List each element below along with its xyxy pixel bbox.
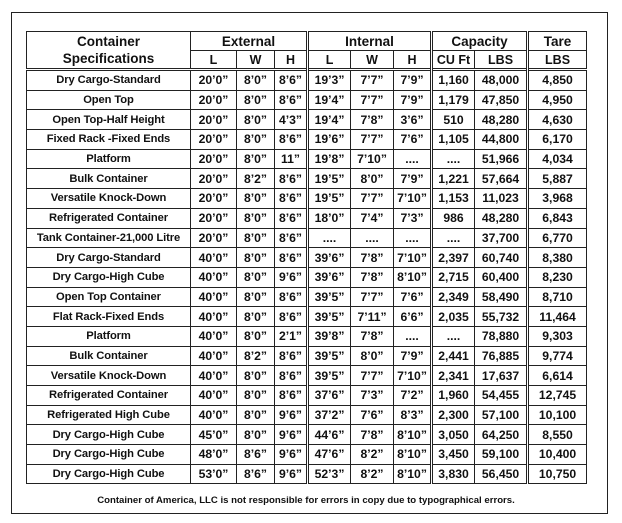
header-lbs: LBS [475, 51, 528, 70]
cell-ext-l: 20’0” [191, 228, 237, 248]
cell-cu-ft: 1,960 [432, 386, 475, 406]
cell-tare: 8,380 [528, 248, 587, 268]
cell-int-h: .... [394, 228, 432, 248]
cell-int-w: 7’7” [351, 90, 394, 110]
cell-ext-h: 4’3” [275, 110, 308, 130]
cell-ext-l: 40’0” [191, 366, 237, 386]
cell-int-h: 7’10” [394, 366, 432, 386]
cell-lbs: 11,023 [475, 189, 528, 209]
cell-ext-w: 8’0” [237, 130, 275, 150]
cell-tare: 9,303 [528, 326, 587, 346]
table-row [27, 267, 587, 287]
cell-name: Bulk Container [27, 346, 191, 366]
cell-int-w: 7’7” [351, 287, 394, 307]
table-row [27, 228, 587, 248]
table-row [27, 169, 587, 189]
cell-name: Fixed Rack -Fixed Ends [27, 130, 191, 150]
cell-int-h: .... [394, 149, 432, 169]
cell-lbs: 48,000 [475, 70, 528, 91]
cell-lbs: 60,740 [475, 248, 528, 268]
cell-tare: 4,850 [528, 70, 587, 91]
cell-ext-l: 20’0” [191, 90, 237, 110]
cell-ext-w: 8’0” [237, 189, 275, 209]
cell-ext-h: 9’6” [275, 425, 308, 445]
cell-lbs: 76,885 [475, 346, 528, 366]
cell-ext-h: 9’6” [275, 464, 308, 484]
table-row [27, 386, 587, 406]
table-row [27, 70, 587, 91]
disclaimer-footer: Container of America, LLC is not responsible for errors in copy due to typographical errors. [97, 495, 515, 506]
cell-tare: 8,230 [528, 267, 587, 287]
cell-ext-l: 20’0” [191, 70, 237, 91]
cell-int-h: 8’3” [394, 405, 432, 425]
cell-ext-l: 20’0” [191, 130, 237, 150]
cell-ext-h: 8’6” [275, 248, 308, 268]
cell-int-l: 39’6” [308, 248, 351, 268]
cell-int-w: 7’11” [351, 307, 394, 327]
table-row [27, 425, 587, 445]
cell-int-h: 7’9” [394, 70, 432, 91]
cell-tare: 10,750 [528, 464, 587, 484]
cell-name: Refrigerated Container [27, 208, 191, 228]
table-row [27, 110, 587, 130]
header-cu-ft: CU Ft [432, 51, 475, 70]
cell-int-l: .... [308, 228, 351, 248]
cell-cu-ft: 986 [432, 208, 475, 228]
cell-ext-w: 8’0” [237, 267, 275, 287]
cell-ext-h: 9’6” [275, 445, 308, 465]
cell-int-w: .... [351, 228, 394, 248]
cell-ext-l: 40’0” [191, 307, 237, 327]
cell-ext-l: 40’0” [191, 405, 237, 425]
cell-name: Tank Container-21,000 Litre [27, 228, 191, 248]
cell-cu-ft: 2,715 [432, 267, 475, 287]
cell-int-l: 37’2” [308, 405, 351, 425]
cell-name: Open Top [27, 90, 191, 110]
cell-int-h: 7’9” [394, 90, 432, 110]
cell-ext-w: 8’6” [237, 445, 275, 465]
cell-int-l: 18’0” [308, 208, 351, 228]
cell-ext-w: 8’0” [237, 90, 275, 110]
table-row [27, 287, 587, 307]
cell-ext-w: 8’0” [237, 405, 275, 425]
cell-ext-h: 8’6” [275, 169, 308, 189]
cell-lbs: 48,280 [475, 110, 528, 130]
cell-name: Refrigerated Container [27, 386, 191, 406]
cell-ext-w: 8’2” [237, 169, 275, 189]
cell-cu-ft: 2,300 [432, 405, 475, 425]
cell-int-l: 19’6” [308, 130, 351, 150]
header-tare: Tare [528, 32, 587, 51]
cell-tare: 10,400 [528, 445, 587, 465]
cell-ext-w: 8’0” [237, 366, 275, 386]
cell-cu-ft: 1,160 [432, 70, 475, 91]
cell-cu-ft: .... [432, 326, 475, 346]
cell-ext-h: 8’6” [275, 366, 308, 386]
cell-cu-ft: 2,441 [432, 346, 475, 366]
table-row [27, 445, 587, 465]
cell-tare: 4,950 [528, 90, 587, 110]
cell-int-l: 52’3” [308, 464, 351, 484]
cell-ext-l: 40’0” [191, 267, 237, 287]
cell-lbs: 56,450 [475, 464, 528, 484]
cell-ext-l: 48’0” [191, 445, 237, 465]
cell-ext-w: 8’0” [237, 208, 275, 228]
cell-cu-ft: 1,179 [432, 90, 475, 110]
cell-name: Dry Cargo-Standard [27, 70, 191, 91]
cell-int-h: 8’10” [394, 464, 432, 484]
cell-int-h: 8’10” [394, 267, 432, 287]
header-ext-l: L [191, 51, 237, 70]
cell-ext-w: 8’2” [237, 346, 275, 366]
cell-name: Platform [27, 149, 191, 169]
cell-tare: 4,034 [528, 149, 587, 169]
table-row [27, 307, 587, 327]
cell-name: Open Top Container [27, 287, 191, 307]
cell-ext-h: 8’6” [275, 90, 308, 110]
cell-cu-ft: .... [432, 149, 475, 169]
cell-ext-l: 40’0” [191, 386, 237, 406]
cell-int-w: 7’7” [351, 130, 394, 150]
cell-tare: 4,630 [528, 110, 587, 130]
table-row [27, 346, 587, 366]
table-row [27, 326, 587, 346]
cell-int-h: 7’10” [394, 189, 432, 209]
cell-tare: 6,614 [528, 366, 587, 386]
cell-name: Dry Cargo-High Cube [27, 464, 191, 484]
cell-ext-w: 8’6” [237, 464, 275, 484]
cell-int-l: 19’4” [308, 90, 351, 110]
cell-ext-w: 8’0” [237, 110, 275, 130]
cell-ext-l: 20’0” [191, 208, 237, 228]
cell-int-l: 39’5” [308, 307, 351, 327]
cell-ext-h: 8’6” [275, 228, 308, 248]
cell-cu-ft: 2,349 [432, 287, 475, 307]
cell-int-h: 6’6” [394, 307, 432, 327]
cell-cu-ft: 3,050 [432, 425, 475, 445]
cell-name: Dry Cargo-High Cube [27, 445, 191, 465]
cell-tare: 5,887 [528, 169, 587, 189]
header-int-l: L [308, 51, 351, 70]
cell-name: Dry Cargo-High Cube [27, 425, 191, 445]
cell-int-h: 7’9” [394, 169, 432, 189]
cell-int-w: 7’7” [351, 366, 394, 386]
cell-tare: 3,968 [528, 189, 587, 209]
cell-tare: 11,464 [528, 307, 587, 327]
cell-ext-l: 20’0” [191, 189, 237, 209]
cell-tare: 9,774 [528, 346, 587, 366]
cell-int-l: 39’8” [308, 326, 351, 346]
cell-cu-ft: 3,450 [432, 445, 475, 465]
cell-int-w: 7’8” [351, 267, 394, 287]
cell-lbs: 51,966 [475, 149, 528, 169]
cell-int-w: 8’0” [351, 346, 394, 366]
cell-int-w: 7’3” [351, 386, 394, 406]
cell-cu-ft: 1,221 [432, 169, 475, 189]
cell-lbs: 64,250 [475, 425, 528, 445]
header-container-specifications [27, 32, 191, 70]
cell-name: Flat Rack-Fixed Ends [27, 307, 191, 327]
header-tare-lbs: LBS [528, 51, 587, 70]
cell-ext-h: 8’6” [275, 130, 308, 150]
cell-int-h: 7’10” [394, 248, 432, 268]
table-row [27, 130, 587, 150]
table-row [27, 405, 587, 425]
table-row [27, 149, 587, 169]
cell-int-w: 7’8” [351, 110, 394, 130]
cell-cu-ft: 510 [432, 110, 475, 130]
cell-ext-w: 8’0” [237, 326, 275, 346]
cell-int-h: 7’9” [394, 346, 432, 366]
cell-int-w: 7’10” [351, 149, 394, 169]
header-int-h: H [394, 51, 432, 70]
cell-ext-h: 8’6” [275, 346, 308, 366]
cell-int-h: 3’6” [394, 110, 432, 130]
cell-ext-l: 40’0” [191, 326, 237, 346]
cell-lbs: 48,280 [475, 208, 528, 228]
cell-name: Refrigerated High Cube [27, 405, 191, 425]
cell-int-w: 7’8” [351, 248, 394, 268]
cell-lbs: 57,664 [475, 169, 528, 189]
cell-int-l: 44’6” [308, 425, 351, 445]
cell-int-l: 19’4” [308, 110, 351, 130]
cell-cu-ft: 3,830 [432, 464, 475, 484]
cell-ext-w: 8’0” [237, 149, 275, 169]
cell-ext-l: 40’0” [191, 287, 237, 307]
header-external: External [191, 32, 308, 51]
cell-int-l: 37’6” [308, 386, 351, 406]
cell-ext-h: 8’6” [275, 386, 308, 406]
cell-cu-ft: .... [432, 228, 475, 248]
cell-int-w: 8’0” [351, 169, 394, 189]
table-row [27, 90, 587, 110]
cell-ext-w: 8’0” [237, 287, 275, 307]
cell-tare: 10,100 [528, 405, 587, 425]
cell-ext-l: 40’0” [191, 248, 237, 268]
cell-tare: 8,550 [528, 425, 587, 445]
header-int-w: W [351, 51, 394, 70]
cell-ext-w: 8’0” [237, 386, 275, 406]
cell-name: Bulk Container [27, 169, 191, 189]
table-row [27, 366, 587, 386]
cell-int-l: 39’5” [308, 346, 351, 366]
cell-ext-l: 20’0” [191, 169, 237, 189]
cell-tare: 6,770 [528, 228, 587, 248]
cell-ext-h: 9’6” [275, 267, 308, 287]
cell-name: Dry Cargo-High Cube [27, 267, 191, 287]
cell-ext-h: 8’6” [275, 70, 308, 91]
cell-lbs: 60,400 [475, 267, 528, 287]
cell-tare: 8,710 [528, 287, 587, 307]
cell-ext-l: 20’0” [191, 110, 237, 130]
cell-tare: 6,170 [528, 130, 587, 150]
cell-tare: 12,745 [528, 386, 587, 406]
cell-ext-h: 9’6” [275, 405, 308, 425]
cell-lbs: 58,490 [475, 287, 528, 307]
cell-lbs: 59,100 [475, 445, 528, 465]
cell-int-h: 7’6” [394, 287, 432, 307]
cell-ext-l: 40’0” [191, 346, 237, 366]
header-ext-w: W [237, 51, 275, 70]
table-row [27, 248, 587, 268]
cell-cu-ft: 2,341 [432, 366, 475, 386]
cell-ext-h: 8’6” [275, 189, 308, 209]
cell-ext-l: 20’0” [191, 149, 237, 169]
cell-int-l: 19’8” [308, 149, 351, 169]
cell-lbs: 37,700 [475, 228, 528, 248]
cell-ext-h: 2’1” [275, 326, 308, 346]
cell-cu-ft: 1,153 [432, 189, 475, 209]
cell-name: Versatile Knock-Down [27, 366, 191, 386]
cell-int-l: 19’3” [308, 70, 351, 91]
container-spec-table [26, 31, 587, 484]
cell-int-w: 7’7” [351, 189, 394, 209]
cell-ext-l: 53’0” [191, 464, 237, 484]
cell-name: Open Top-Half Height [27, 110, 191, 130]
cell-lbs: 57,100 [475, 405, 528, 425]
cell-ext-h: 11” [275, 149, 308, 169]
cell-lbs: 17,637 [475, 366, 528, 386]
cell-lbs: 47,850 [475, 90, 528, 110]
table-row [27, 189, 587, 209]
cell-ext-h: 8’6” [275, 208, 308, 228]
header-spec-line1: Container [76, 34, 140, 49]
cell-ext-w: 8’0” [237, 70, 275, 91]
table-row [27, 464, 587, 484]
cell-cu-ft: 1,105 [432, 130, 475, 150]
header-internal: Internal [308, 32, 432, 51]
cell-ext-w: 8’0” [237, 307, 275, 327]
cell-ext-l: 45’0” [191, 425, 237, 445]
cell-int-l: 19’5” [308, 169, 351, 189]
cell-ext-w: 8’0” [237, 228, 275, 248]
table-body [27, 70, 587, 484]
cell-int-h: 7’3” [394, 208, 432, 228]
cell-int-l: 39’6” [308, 267, 351, 287]
cell-int-l: 39’5” [308, 366, 351, 386]
cell-int-h: 7’2” [394, 386, 432, 406]
cell-lbs: 55,732 [475, 307, 528, 327]
cell-name: Platform [27, 326, 191, 346]
cell-int-l: 47’6” [308, 445, 351, 465]
cell-int-w: 7’6” [351, 405, 394, 425]
cell-int-l: 19’5” [308, 189, 351, 209]
cell-ext-h: 8’6” [275, 287, 308, 307]
cell-int-h: 8’10” [394, 425, 432, 445]
cell-int-w: 7’4” [351, 208, 394, 228]
cell-int-w: 7’7” [351, 70, 394, 91]
cell-cu-ft: 2,397 [432, 248, 475, 268]
cell-name: Dry Cargo-Standard [27, 248, 191, 268]
cell-lbs: 44,800 [475, 130, 528, 150]
cell-int-l: 39’5” [308, 287, 351, 307]
cell-int-w: 7’8” [351, 425, 394, 445]
table-row [27, 208, 587, 228]
cell-int-h: .... [394, 326, 432, 346]
cell-int-h: 8’10” [394, 445, 432, 465]
header-ext-h: H [275, 51, 308, 70]
cell-int-w: 8’2” [351, 464, 394, 484]
cell-int-w: 7’8” [351, 326, 394, 346]
cell-tare: 6,843 [528, 208, 587, 228]
cell-lbs: 54,455 [475, 386, 528, 406]
cell-ext-w: 8’0” [237, 425, 275, 445]
cell-lbs: 78,880 [475, 326, 528, 346]
cell-ext-w: 8’0” [237, 248, 275, 268]
header-spec-line2: Specifications [62, 51, 155, 66]
cell-int-w: 8’2” [351, 445, 394, 465]
cell-ext-h: 8’6” [275, 307, 308, 327]
cell-cu-ft: 2,035 [432, 307, 475, 327]
header-capacity: Capacity [432, 32, 528, 51]
cell-int-h: 7’6” [394, 130, 432, 150]
cell-name: Versatile Knock-Down [27, 189, 191, 209]
